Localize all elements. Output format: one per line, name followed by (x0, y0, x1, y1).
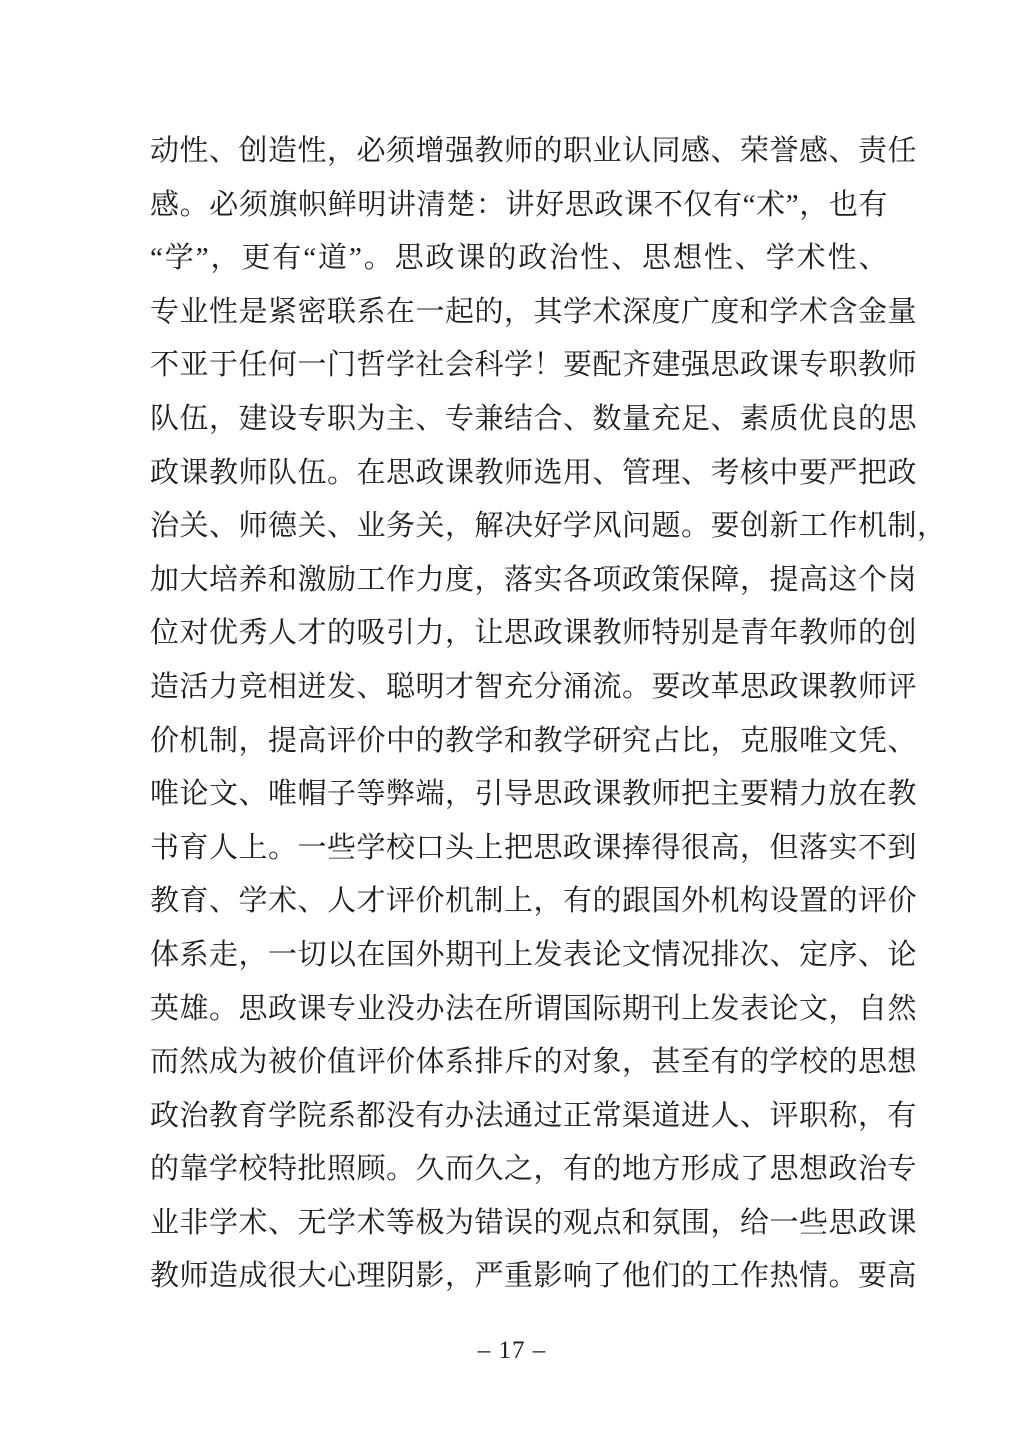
text-line: “学”，更有“道”。思政课的政治性、思想性、学术性、 (150, 242, 888, 275)
text-line: 位对优秀人才的吸引力，让思政课教师特别是青年教师的创 (150, 617, 918, 650)
text-line: 书育人上。一些学校口头上把思政课捧得很高，但落实不到 (150, 831, 918, 864)
text-line: 队伍，建设专职为主、专兼结合、数量充足、素质优良的思 (150, 402, 918, 435)
text-line: 唯论文、唯帽子等弊端，引导思政课教师把主要精力放在教 (150, 778, 918, 811)
text-line: 不亚于任何一门哲学社会科学！要配齐建强思政课专职教师 (150, 349, 918, 382)
text-line: 专业性是紧密联系在一起的，其学术深度广度和学术含金量 (150, 295, 918, 328)
text-line: 而然成为被价值评价体系排斥的对象，甚至有的学校的思想 (150, 1046, 918, 1079)
text-line: 政治教育学院系都没有办法通过正常渠道进人、评职称，有 (150, 1099, 918, 1132)
text-line: 造活力竞相迸发、聪明才智充分涌流。要改革思政课教师评 (150, 670, 918, 703)
text-line: 的靠学校特批照顾。久而久之，有的地方形成了思想政治专 (150, 1153, 918, 1186)
text-line: 动性、创造性，必须增强教师的职业认同感、荣誉感、责任 (150, 135, 918, 167)
text-line: 体系走，一切以在国外期刊上发表论文情况排次、定序、论 (150, 938, 918, 971)
text-line: 治关、师德关、业务关，解决好学风问题。要创新工作机制， (150, 510, 947, 543)
text-line: 感。必须旗帜鲜明讲清楚：讲好思政课不仅有“术”，也有 (150, 188, 888, 221)
text-line: 英雄。思政课专业没办法在所谓国际期刊上发表论文，自然 (150, 992, 918, 1025)
text-line: 政课教师队伍。在思政课教师选用、管理、考核中要严把政 (150, 456, 918, 489)
text-line: 教育、学术、人才评价机制上，有的跟国外机构设置的评价 (150, 885, 918, 918)
text-line: 业非学术、无学术等极为错误的观点和氛围，给一些思政课 (150, 1206, 918, 1239)
text-line: 价机制，提高评价中的教学和教学研究占比，克服唯文凭、 (150, 724, 918, 757)
text-line: 教师造成很大心理阴影，严重影响了他们的工作热情。要高 (150, 1260, 918, 1293)
page-number: – 17 – (477, 1337, 547, 1364)
body-text (150, 125, 947, 1304)
text-line: 加大培养和激励工作力度，落实各项政策保障，提高这个岗 (150, 563, 918, 596)
